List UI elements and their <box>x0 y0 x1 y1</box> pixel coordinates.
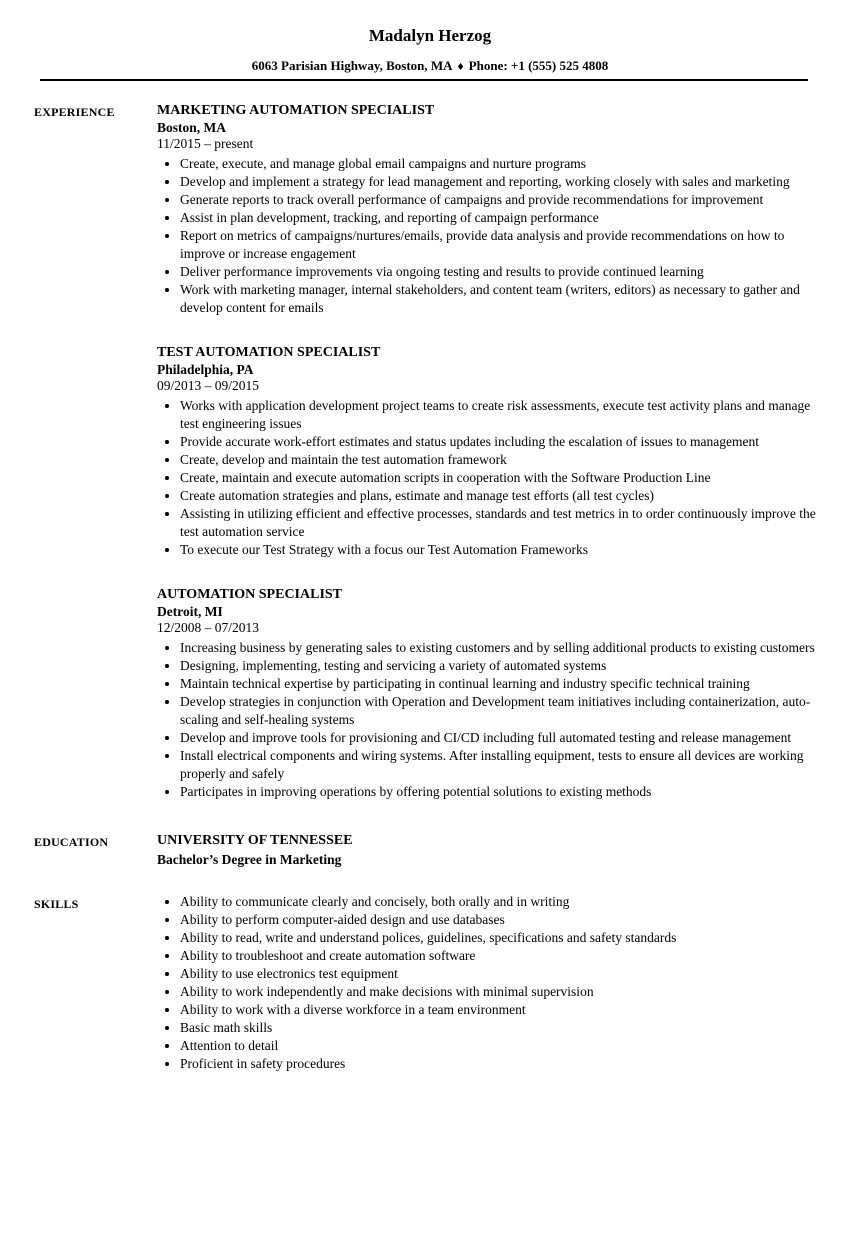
diamond-separator-icon: ♦ <box>457 59 464 73</box>
job-dates: 11/2015 – present <box>157 136 254 151</box>
skills-bullet-list <box>157 893 818 1073</box>
bullet-item: • Participates in improving operations by offering potential solutions to existing methods <box>180 783 818 801</box>
job-bullet-list <box>157 639 818 801</box>
job-entry <box>157 101 818 317</box>
section-label-education: EDUCATION <box>34 835 109 849</box>
skill-item: • Proficient in safety procedures <box>180 1055 818 1073</box>
phone-text: Phone: +1 (555) 525 4808 <box>468 58 609 73</box>
skill-item: • Ability to work with a diverse workforce in a team environment <box>180 1001 818 1019</box>
bullet-item: • Install electrical components and wiring systems. After installing equipment, tests to ensure all devices are working properly and safely <box>180 747 818 783</box>
bullet-item: • Develop strategies in conjunction with Operation and Development team initiatives including containerization, auto-scaling and self-healing systems <box>180 693 818 729</box>
header-divider <box>40 79 808 81</box>
job-dates: 09/2013 – 09/2015 <box>157 378 260 393</box>
section-education <box>0 831 860 870</box>
job-entry <box>157 343 818 559</box>
section-label-skills: SKILLS <box>34 897 79 911</box>
bullet-item: • Work with marketing manager, internal stakeholders, and content team (writers, editors) as necessary to gather and develop content for emails <box>180 281 818 317</box>
job-entry <box>157 585 818 801</box>
skills-content <box>157 893 818 1073</box>
bullet-item: • Increasing business by generating sales to existing customers and by selling additional products to existing customers <box>180 639 818 657</box>
bullet-item: • Assist in plan development, tracking, and reporting of campaign performance <box>180 209 818 227</box>
resume-body <box>0 101 860 1073</box>
section-experience <box>0 101 860 801</box>
contact-line <box>0 58 860 74</box>
school-name: UNIVERSITY OF TENNESSEE <box>157 833 353 848</box>
job-location: Boston, MA <box>157 120 227 135</box>
bullet-item: • Assisting in utilizing efficient and effective processes, standards and test metrics in to order continuously improve the test automation service <box>180 505 818 541</box>
job-bullet-list <box>157 155 818 317</box>
job-dates: 12/2008 – 07/2013 <box>157 620 260 635</box>
section-label-experience: EXPERIENCE <box>34 105 115 119</box>
job-location: Detroit, MI <box>157 604 223 619</box>
education-content <box>157 831 818 870</box>
bullet-item: • Works with application development project teams to create risk assessments, execute test activity plans and manage test engineering issues <box>180 397 818 433</box>
bullet-item: • Develop and implement a strategy for lead management and reporting, working closely with sales and marketing <box>180 173 818 191</box>
bullet-item: • Maintain technical expertise by participating in continual learning and industry specific technical training <box>180 675 818 693</box>
bullet-item: • To execute our Test Strategy with a focus our Test Automation Frameworks <box>180 541 818 559</box>
degree-name: Bachelor’s Degree in Marketing <box>157 852 342 867</box>
job-bullet-list <box>157 397 818 559</box>
address-text: 6063 Parisian Highway, Boston, MA <box>251 58 453 73</box>
skill-item: • Ability to communicate clearly and concisely, both orally and in writing <box>180 893 818 911</box>
bullet-item: • Designing, implementing, testing and servicing a variety of automated systems <box>180 657 818 675</box>
bullet-item: • Develop and improve tools for provisioning and CI/CD including full automated testing and release management <box>180 729 818 747</box>
job-location: Philadelphia, PA <box>157 362 254 377</box>
skill-item: • Ability to use electronics test equipment <box>180 965 818 983</box>
bullet-item: • Create, develop and maintain the test automation framework <box>180 451 818 469</box>
skill-item: • Ability to work independently and make decisions with minimal supervision <box>180 983 818 1001</box>
resume-header <box>0 26 860 81</box>
section-skills <box>0 893 860 1073</box>
bullet-item: • Create, maintain and execute automation scripts in cooperation with the Software Production Line <box>180 469 818 487</box>
skill-item: • Ability to troubleshoot and create automation software <box>180 947 818 965</box>
bullet-item: • Create automation strategies and plans, estimate and manage test efforts (all test cycles) <box>180 487 818 505</box>
job-title: AUTOMATION SPECIALIST <box>157 587 343 602</box>
bullet-item: • Create, execute, and manage global email campaigns and nurture programs <box>180 155 818 173</box>
skill-item: • Attention to detail <box>180 1037 818 1055</box>
job-title: MARKETING AUTOMATION SPECIALIST <box>157 103 435 118</box>
bullet-item: • Generate reports to track overall performance of campaigns and provide recommendations for improvement <box>180 191 818 209</box>
bullet-item: • Report on metrics of campaigns/nurtures/emails, provide data analysis and provide recommendations on how to improve or increase engagement <box>180 227 818 263</box>
bullet-item: • Deliver performance improvements via ongoing testing and results to provide continued learning <box>180 263 818 281</box>
skill-item: • Basic math skills <box>180 1019 818 1037</box>
experience-content <box>157 101 818 801</box>
skill-item: • Ability to perform computer-aided design and use databases <box>180 911 818 929</box>
skill-item: • Ability to read, write and understand polices, guidelines, specifications and safety standards <box>180 929 818 947</box>
person-name: Madalyn Herzog <box>368 26 492 45</box>
bullet-item: • Provide accurate work-effort estimates and status updates including the escalation of issues to management <box>180 433 818 451</box>
job-title: TEST AUTOMATION SPECIALIST <box>157 345 381 360</box>
